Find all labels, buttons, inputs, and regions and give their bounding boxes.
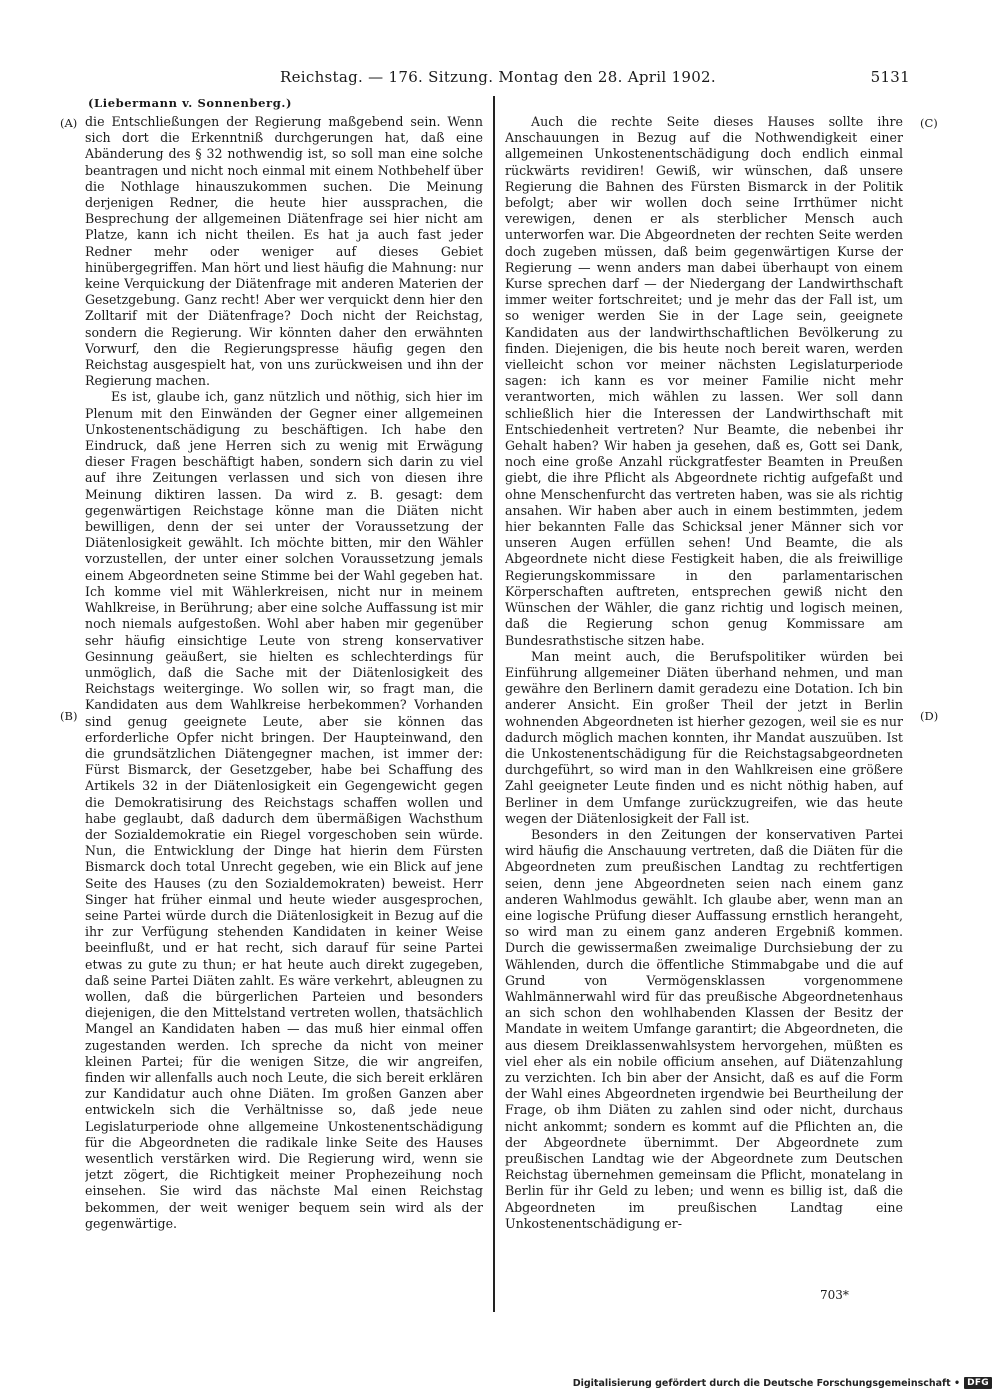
page-number: 5131 [870,68,910,86]
margin-marker-d: (D) [920,709,939,723]
column-divider [493,96,495,1312]
margin-marker-b: (B) [60,709,78,723]
paragraph: die Entschließungen der Regierung maßgebend sein. Wenn sich dort die Erkenntniß durchgerungen hat, daß eine Abänderung des § 32 nothwendig ist, so soll man eine solche beantragen und nicht noch einmal mit einem Nothbehelf über die Nothlage hinauszukommen suchen. Die Meinung derjenigen Redner, die heute hier aussprachen, die Besprechung der allgemeinen Diätenfrage sei hier nicht am Platze, kann ich nicht theilen. Es hat ja auch fast jeder Redner mehr oder weniger auf dieses Gebiet hinübergegriffen. Man hört und liest häufig die Mahnung: nur keine Verquickung der Diätenfrage mit anderen Materien der Gesetzgebung. Ganz recht! Aber wer verquickt denn hier den Zolltarif mit der Diätenfrage? Doch nicht der Reichstag, sondern die Regierung. Wir könnten daher den erwähnten Vorwurf, den die Regierungspresse häufig gegen den Reichstag ausgespielt hat, von uns zurückweisen und ihn der Regierung machen. [85,114,483,389]
paragraph: Es ist, glaube ich, ganz nützlich und nöthig, sich hier im Plenum mit den Einwänden der Gegner einer allgemeinen Unkostenentschädigung zu beschäftigen. Ich habe den Eindruck, daß jene Herren sich zu wenig mit Erwägung dieser Fragen beschäftigt haben, sondern sich darin zu viel auf ihre Zeitungen verlassen und sich von diesen ihre Meinung diktiren lassen. Da wird z. B. gesagt: dem gegenwärtigen Reichstage könne man die Diäten nicht bewilligen, denn der sei unter der Voraussetzung der Diätenlosigkeit gewählt. Ich möchte bitten, mir den Wähler vorzustellen, der unter einer solchen Voraussetzung jemals einem Abgeordneten seine Stimme bei der Wahl gegeben hat. Ich komme viel mit Wählerkreisen, nicht nur in meinem Wahlkreise, in Berührung; aber eine solche Auffassung ist mir noch niemals aufgestoßen. Wohl aber haben mir gegenüber sehr häufig einsichtige Leute von streng konservativer Gesinnung geäußert, sie hielten es schlechterdings für unmöglich, daß die Sache mit der Diätenlosigkeit des Reichstags weiterginge. Wo sollen wir, so fragt man, die Kandidaten aus dem Wahlkreise herbekommen? Vorhanden sind genug geeignete Leute, aber sie können das erforderliche Opfer nicht bringen. Der Haupteinwand, den die grundsätzlichen Diätengegner machen, ist immer der: Fürst Bismarck, der Gesetzgeber, habe bei Schaffung des Artikels 32 in der Diätenlosigkeit ein Gegengewicht gegen die Demokratisirung des Reichstags schaffen wollen und habe geglaubt, daß dadurch dem übermäßigen Wachsthum der Sozialdemokratie ein Riegel vorgeschoben sein würde. Nun, die Entwicklung der Dinge hat hierin dem Fürsten Bismarck doch total Unrecht gegeben, wie ein Blick auf jene Seite des Hauses (zu den Sozialdemokraten) beweist. Herr Singer hat früher einmal und heute wieder ausgesprochen, seine Partei würde durch die Diätenlosigkeit in Bezug auf die ihr zur Verfügung stehenden Kandidaten in keiner Weise beeinflußt, und er hat recht, sich darauf für seine Partei etwas zu gute zu thun; er hat heute auch direkt zugegeben, daß seine Partei Diäten zahlt. Es wäre verkehrt, ableugnen zu wollen, daß die bürgerlichen Parteien und besonders diejenigen, die den Mittelstand vertreten wollen, thatsächlich Mangel an Kandidaten haben — das muß hier einmal offen zugestanden werden. Ich spreche da nicht von meiner kleinen Partei; für die wenigen Sitze, die wir angreifen, finden wir allenfalls auch noch Leute, die sich bereit erklären zur Kandidatur auch ohne Diäten. Im großen Ganzen aber entwickeln sich die Verhältnisse so, daß jede neue Legislaturperiode ohne allgemeine Unkostenentschädigung für die Abgeordneten die radikale linke Seite des Hauses wesentlich verstärken wird. Die Regierung wird, wenn sie jetzt zögert, die Richtigkeit meiner Prophezeihung noch einsehen. Sie wird das nächste Mal einen Reichstag bekommen, der weit weniger bequem sein wird als der gegenwärtige. [85,389,483,1231]
signature-mark: 703* [820,1288,849,1302]
paragraph: Besonders in den Zeitungen der konservativen Partei wird häufig die Anschauung vertreten, daß die Diäten für die Abgeordneten zum preußischen Landtag zu rechtfertigen seien, denn jene Abgeordneten seien nach einem ganz anderen Wahlmodus gewählt. Ich glaube aber, wenn man an eine logische Prüfung dieser Auffassung ernstlich herangeht, so wird man zu einem ganz anderen Ergebniß kommen. Durch die gewissermaßen zweimalige Durchsiebung der zu Wählenden, durch die öffentliche Stimmabgabe und die auf Grund von Vermögensklassen vorgenommene Wahlmännerwahl wird für das preußische Abgeordnetenhaus an sich schon den wohlhabenden Klassen der Besitz der Mandate in weitem Umfange garantirt; die Abgeordneten, die aus diesem Dreiklassenwahlsystem hervorgehen, müßten es viel eher als ein nobile officium ansehen, auf Diätenzahlung zu verzichten. Ich bin aber der Ansicht, daß es auf die Form der Wahl eines Abgeordneten irgendwie bei Beurtheilung der Frage, ob ihm Diäten zu zahlen sind oder nicht, durchaus nicht ankommt; sondern es kommt auf die Pflichten an, die der Abgeordnete übernimmt. Der Abgeordnete zum preußischen Landtag wie der Abgeordnete zum Deutschen Reichstag übernehmen gemeinsam die Pflicht, monatelang in Berlin für ihr Geld zu leben; und wenn es billig ist, daß die Abgeordneten im preußischen Landtag eine Unkostenentschädigung er- [505,826,903,1231]
credit-text: Digitalisierung gefördert durch die Deutsche Forschungsgemeinschaft • [572,1377,961,1389]
digitization-credit [573,1375,992,1391]
paragraph: Auch die rechte Seite dieses Hauses sollte ihre Anschauungen in Bezug auf die Nothwendigkeit einer allgemeinen Unkostenentschädigung doch endlich einmal rückwärts revidiren! Gewiß, wir wünschen, daß unsere Regierung die Bahnen des Fürsten Bismarck in der Politik befolgt; aber wir wollen doch seine Irrthümer nicht verewigen, denen er als sterblicher Mensch auch unterworfen war. Die Abgeordneten der rechten Seite werden doch zugeben müssen, daß beim gegenwärtigen Kurse der Regierung — wenn anders man dabei überhaupt von einem Kurse sprechen darf — der Niedergang der Landwirthschaft immer weiter fortschreitet; und je mehr das der Fall ist, um so weniger werden Sie in der Lage sein, geeignete Kandidaten aus der landwirthschaftlichen Bevölkerung zu finden. Diejenigen, die bis heute noch bereit waren, werden vielleicht schon vor meiner nächsten Legislaturperiode sagen: ich kann es vor meiner Familie nicht mehr verantworten, mich wählen zu lassen. Wer soll dann schließlich hier die Interessen der Landwirthschaft mit Entschiedenheit vertreten? Nur Beamte, die nebenbei ihr Gehalt haben? Wir haben ja gesehen, daß es, Gott sei Dank, noch eine große Anzahl rückgratfester Beamten in Preußen giebt, die ihre Pflicht als Abgeordnete richtig aufgefaßt und ohne Menschenfurcht das vertreten haben, was sie als richtig ansahen. Wir haben aber auch in einem bestimmten, jedem hier bekannten Falle das Schicksal jener Männer sich vor unseren Augen erfüllen sehen! Und Beamte, die als Abgeordnete nicht diese Festigkeit haben, die als freiwillige Regierungskommissare in den parlamentarischen Körperschaften auftreten, entsprechen gewiß nicht den Wünschen der Wähler, die ganz richtig und logisch meinen, daß die Regierung schon genug Kommissare am Bundesrathstische sitzen habe. [505,114,903,648]
dfg-logo: DFG [964,1377,992,1389]
speaker-name: (Liebermann v. Sonnenberg.) [88,96,292,110]
paragraph: Man meint auch, die Berufspolitiker würden bei Einführung allgemeiner Diäten überhand nehmen, und man gewähre den Berlinern damit geradezu eine Dotation. Ich bin anderer Ansicht. Ein großer Theil der jetzt in Berlin wohnenden Abgeordneten ist hierher gezogen, weil sie es nur dadurch möglich machen konnten, ihr Mandat auszuüben. Ist die Unkostenentschädigung für die Reichstagsabgeordneten durchgeführt, so wird man in den Wahlkreisen eine größere Zahl geeigneter Leute finden und es nicht nöthig haben, auf Berliner in dem Umfange zurückzugreifen, wie das heute wegen der Diätenlosigkeit der Fall ist. [505,648,903,826]
margin-marker-a: (A) [60,116,78,130]
margin-marker-c: (C) [920,116,938,130]
left-column [85,114,483,1330]
page-header [80,68,910,88]
right-column [505,114,903,1274]
running-title: Reichstag. — 176. Sitzung. Montag den 28. April 1902. [280,68,716,86]
